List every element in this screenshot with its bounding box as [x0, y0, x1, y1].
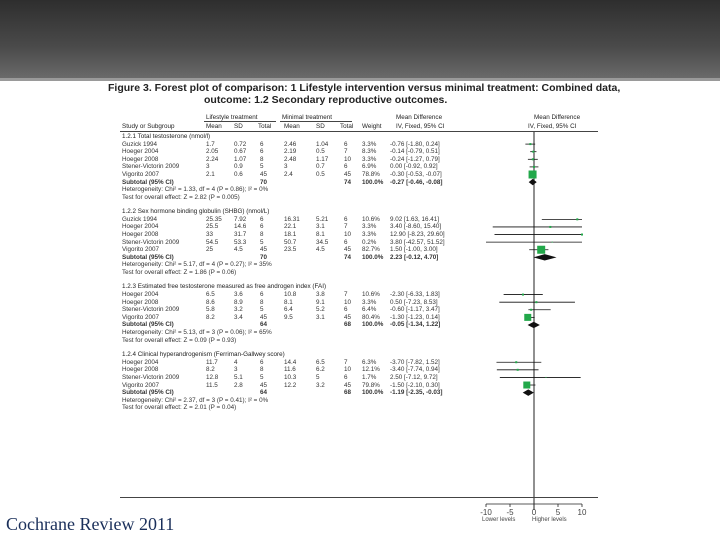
sd-lifestyle: 7.92	[234, 215, 247, 223]
total-minimal: 10	[344, 366, 352, 374]
total-minimal: 7	[344, 291, 348, 299]
total-minimal: 45	[344, 171, 352, 178]
total-lifestyle: 8	[260, 366, 264, 374]
mean-difference-ci: -3.70 [-7.82, 1.52]	[390, 358, 440, 366]
sd-lifestyle: 0.67	[234, 148, 247, 156]
weight: 3.3%	[362, 231, 377, 239]
subtotal-label: Subtotal (95% CI)	[122, 321, 174, 329]
mean-lifestyle: 8.2	[206, 313, 215, 321]
header-mean2: Mean	[284, 123, 300, 130]
mean-difference-ci: 1.50 [-1.00, 3.00]	[390, 246, 438, 254]
x-axis-tick-label: -10	[480, 508, 492, 517]
weight: 12.1%	[362, 366, 380, 374]
subtotal-weight: 100.0%	[362, 178, 384, 186]
header-rule-lifestyle	[204, 121, 276, 122]
overall-effect-test: Test for overall effect: Z = 0.09 (P = 0.93)	[122, 336, 237, 344]
study-point-estimate	[535, 301, 537, 303]
header-group-mean-diff-plot: Mean Difference	[534, 114, 581, 121]
study-name: Vigorito 2007	[122, 171, 159, 178]
total-lifestyle: 8	[260, 298, 264, 306]
sd-minimal: 34.5	[316, 238, 329, 246]
weight: 80.4%	[362, 313, 380, 321]
mean-minimal: 2.19	[284, 148, 297, 156]
study-point-estimate	[532, 158, 534, 160]
total-lifestyle: 45	[260, 171, 268, 178]
mean-lifestyle: 5.8	[206, 306, 215, 314]
weight: 1.7%	[362, 373, 377, 381]
mean-difference-ci: -2.30 [-6.33, 1.83]	[390, 291, 440, 299]
study-point-estimate	[529, 143, 531, 145]
header-rule-minimal	[280, 121, 352, 122]
total-minimal: 10	[344, 298, 352, 306]
sd-minimal: 4.5	[316, 246, 325, 254]
total-lifestyle: 6	[260, 291, 264, 299]
mean-minimal: 3	[284, 163, 288, 171]
weight: 82.7%	[362, 246, 380, 254]
study-point-estimate	[529, 171, 537, 179]
sd-minimal: 3.1	[316, 223, 325, 231]
sd-lifestyle: 3	[234, 366, 238, 374]
study-name: Vigorito 2007	[122, 381, 159, 389]
heterogeneity-stats: Heterogeneity: Chi² = 5.13, df = 3 (P = 0.06); I² = 65%	[122, 329, 272, 337]
subtotal-diamond	[523, 389, 534, 395]
mean-lifestyle: 11.7	[206, 358, 218, 366]
study-name: Hoeger 2008	[122, 298, 159, 306]
subtotal-total-minimal: 68	[344, 389, 352, 397]
sd-lifestyle: 31.7	[234, 231, 247, 239]
mean-lifestyle: 6.5	[206, 291, 215, 299]
subtotal-weight: 100.0%	[362, 321, 384, 329]
study-point-estimate	[522, 294, 524, 296]
mean-lifestyle: 12.8	[206, 373, 219, 381]
weight: 3.3%	[362, 155, 377, 163]
overall-effect-test: Test for overall effect: Z = 2.82 (P = 0.005)	[122, 193, 240, 201]
sd-lifestyle: 4.5	[234, 246, 243, 254]
mean-difference-ci: -1.50 [-2.10, 0.30]	[390, 381, 440, 389]
x-axis-tick-label: 0	[531, 508, 537, 517]
sd-lifestyle: 3.4	[234, 313, 243, 321]
header-sd2: SD	[316, 123, 325, 130]
sd-minimal: 9.1	[316, 298, 325, 306]
study-point-estimate	[552, 242, 553, 243]
subtotal-diamond	[533, 254, 556, 260]
slide-caption: Cochrane Review 2011	[6, 514, 175, 534]
mean-minimal: 23.5	[284, 246, 297, 254]
header-bottom-rule	[120, 131, 598, 132]
header-group-lifestyle: Lifestyle treatment	[206, 114, 258, 121]
study-name: Stener-Victorin 2009	[122, 163, 180, 171]
weight: 3.3%	[362, 140, 377, 148]
study-point-estimate	[576, 218, 578, 220]
sd-lifestyle: 5.1	[234, 373, 243, 381]
mean-difference-ci: 3.40 [-8.60, 15.40]	[390, 223, 442, 231]
total-minimal: 45	[344, 313, 352, 321]
weight: 10.6%	[362, 291, 380, 299]
mean-minimal: 2.46	[284, 140, 297, 148]
mean-lifestyle: 8.2	[206, 366, 215, 374]
total-lifestyle: 6	[260, 140, 264, 148]
table-bottom-rule	[120, 497, 598, 498]
mean-lifestyle: 25.5	[206, 223, 219, 231]
total-lifestyle: 5	[260, 373, 264, 381]
overall-effect-test: Test for overall effect: Z = 2.01 (P = 0.04)	[122, 404, 237, 412]
favours-right-label: Higher levels	[532, 517, 567, 523]
sd-minimal: 1.17	[316, 155, 329, 163]
weight: 0.2%	[362, 238, 377, 246]
total-minimal: 6	[344, 373, 348, 381]
total-lifestyle: 8	[260, 231, 264, 239]
header-total1: Total	[258, 123, 272, 130]
study-point-estimate	[524, 314, 531, 321]
total-lifestyle: 6	[260, 215, 264, 223]
mean-difference-ci: 3.80 [-42.57, 51.52]	[390, 238, 445, 246]
sd-minimal: 5	[316, 373, 320, 381]
total-minimal: 7	[344, 148, 348, 156]
study-name: Hoeger 2004	[122, 291, 159, 299]
study-name: Hoeger 2004	[122, 223, 159, 231]
total-minimal: 6	[344, 163, 348, 171]
sd-lifestyle: 53.3	[234, 238, 247, 246]
total-lifestyle: 45	[260, 381, 268, 389]
mean-lifestyle: 2.24	[206, 155, 219, 163]
mean-difference-ci: -0.76 [-1.80, 0.24]	[390, 140, 440, 148]
header-plot-ci: IV, Fixed, 95% CI	[528, 123, 577, 130]
sd-lifestyle: 14.6	[234, 223, 247, 231]
mean-minimal: 12.2	[284, 381, 297, 389]
mean-minimal: 2.4	[284, 171, 293, 178]
total-lifestyle: 5	[260, 238, 264, 246]
study-name: Stener-Victorin 2009	[122, 373, 180, 381]
study-point-estimate	[546, 377, 547, 378]
weight: 79.8%	[362, 381, 380, 389]
total-lifestyle: 5	[260, 163, 264, 171]
total-minimal: 6	[344, 215, 348, 223]
total-minimal: 6	[344, 140, 348, 148]
x-axis-tick-label: -5	[506, 508, 514, 517]
section-title: 1.2.1 Total testosterone (nmol/l)	[122, 133, 211, 140]
mean-difference-ci: 0.00 [-0.92, 0.92]	[390, 163, 438, 171]
mean-difference-ci: -3.40 [-7.74, 0.94]	[390, 366, 440, 374]
x-axis-tick-label: 5	[555, 508, 561, 517]
study-name: Hoeger 2008	[122, 155, 159, 163]
sd-minimal: 3.1	[316, 313, 325, 321]
subtotal-total-minimal: 74	[344, 253, 352, 261]
weight: 3.3%	[362, 298, 377, 306]
sd-minimal: 6.5	[316, 358, 325, 366]
weight: 78.8%	[362, 171, 380, 178]
sd-lifestyle: 0.72	[234, 140, 247, 148]
study-point-estimate	[532, 151, 534, 153]
weight: 6.3%	[362, 358, 377, 366]
study-name: Hoeger 2008	[122, 231, 159, 239]
mean-lifestyle: 3	[206, 163, 210, 171]
study-name: Guzick 1994	[122, 140, 158, 148]
subtotal-label: Subtotal (95% CI)	[122, 178, 174, 186]
mean-minimal: 6.4	[284, 306, 293, 314]
sd-lifestyle: 8.9	[234, 298, 243, 306]
weight: 3.3%	[362, 223, 377, 231]
mean-difference-ci: 2.50 [-7.12, 9.72]	[390, 373, 438, 381]
total-minimal: 7	[344, 223, 348, 231]
mean-difference-ci: -0.30 [-0.53, -0.07]	[390, 171, 442, 178]
subtotal-ci: -0.27 [-0.46, -0.08]	[390, 178, 443, 186]
header-ci: IV, Fixed, 95% CI	[396, 123, 445, 130]
header-mean1: Mean	[206, 123, 222, 130]
mean-difference-ci: 0.50 [-7.23, 8.53]	[390, 298, 438, 306]
subtotal-total-minimal: 74	[344, 178, 352, 186]
sd-lifestyle: 0.9	[234, 163, 243, 171]
mean-lifestyle: 1.7	[206, 140, 215, 148]
subtotal-ci: -0.05 [-1.34, 1.22]	[390, 321, 441, 329]
mean-lifestyle: 8.6	[206, 298, 215, 306]
mean-minimal: 10.3	[284, 373, 297, 381]
sd-lifestyle: 0.6	[234, 171, 243, 178]
weight: 6.4%	[362, 306, 377, 314]
subtotal-total-lifestyle: 64	[260, 389, 268, 397]
mean-minimal: 16.31	[284, 215, 300, 223]
figure-title-line2: outcome: 1.2 Secondary reproductive outcomes.	[204, 94, 448, 106]
total-minimal: 10	[344, 231, 352, 239]
sd-minimal: 0.5	[316, 171, 325, 178]
section-title: 1.2.3 Estimated free testosterone measured as free androgen index (FAI)	[122, 283, 327, 291]
header-study: Study or Subgroup	[122, 123, 175, 130]
study-point-estimate	[533, 166, 535, 168]
total-lifestyle: 6	[260, 148, 264, 156]
total-lifestyle: 45	[260, 313, 268, 321]
sd-minimal: 3.8	[316, 291, 325, 299]
mean-minimal: 14.4	[284, 358, 297, 366]
study-name: Guzick 1994	[122, 215, 158, 223]
top-banner	[0, 0, 720, 78]
mean-difference-ci: 9.02 [1.63, 16.41]	[390, 215, 440, 223]
header-sd1: SD	[234, 123, 243, 130]
mean-lifestyle: 2.1	[206, 171, 215, 178]
subtotal-total-minimal: 68	[344, 321, 352, 329]
subtotal-diamond	[529, 179, 537, 185]
mean-minimal: 2.48	[284, 155, 297, 163]
total-lifestyle: 6	[260, 223, 264, 231]
heterogeneity-stats: Heterogeneity: Chi² = 1.33, df = 4 (P = 0.86); I² = 0%	[122, 186, 269, 194]
study-name: Stener-Victorin 2009	[122, 306, 180, 314]
subtotal-label: Subtotal (95% CI)	[122, 389, 174, 397]
study-name: Stener-Victorin 2009	[122, 238, 180, 246]
study-name: Hoeger 2004	[122, 148, 159, 156]
total-lifestyle: 5	[260, 306, 264, 314]
sd-minimal: 6.2	[316, 366, 325, 374]
study-point-estimate	[581, 234, 583, 236]
subtotal-total-lifestyle: 70	[260, 253, 268, 261]
mean-lifestyle: 25.35	[206, 215, 222, 223]
study-point-estimate	[523, 382, 530, 389]
subtotal-ci: -1.19 [-2.35, -0.03]	[390, 389, 443, 397]
header-group-mean-diff: Mean Difference	[396, 114, 443, 121]
subtotal-total-lifestyle: 64	[260, 321, 268, 329]
study-point-estimate	[549, 226, 551, 228]
heterogeneity-stats: Heterogeneity: Chi² = 5.17, df = 4 (P = 0.27); I² = 35%	[122, 261, 272, 269]
x-axis-tick-label: 10	[577, 508, 587, 517]
figure-title-line1: Figure 3. Forest plot of comparison: 1 Lifestyle intervention versus minimal treatment: Combined data,	[108, 82, 621, 94]
sd-minimal: 0.5	[316, 148, 325, 156]
mean-difference-ci: 12.90 [-8.23, 29.60]	[390, 231, 445, 239]
section-title: 1.2.2 Sex hormone binding globulin (SHBG) (nmol/L)	[122, 208, 270, 216]
sd-minimal: 3.2	[316, 381, 325, 389]
section-title: 1.2.4 Clinical hyperandrogenism (Ferriman-Gallwey score)	[122, 351, 285, 359]
sd-minimal: 5.21	[316, 215, 329, 223]
sd-lifestyle: 3.6	[234, 291, 243, 299]
total-lifestyle: 8	[260, 155, 264, 163]
overall-effect-test: Test for overall effect: Z = 1.86 (P = 0.06)	[122, 269, 237, 277]
forest-plot-graphic	[478, 128, 598, 510]
total-minimal: 7	[344, 358, 348, 366]
sd-lifestyle: 1.07	[234, 155, 247, 163]
mean-minimal: 18.1	[284, 231, 297, 239]
study-point-estimate	[517, 369, 519, 371]
mean-minimal: 9.5	[284, 313, 293, 321]
subtotal-label: Subtotal (95% CI)	[122, 253, 174, 261]
total-minimal: 10	[344, 155, 352, 163]
header-group-minimal: Minimal treatment	[282, 114, 333, 121]
mean-lifestyle: 33	[206, 231, 214, 239]
sd-minimal: 1.04	[316, 140, 329, 148]
mean-minimal: 8.1	[284, 298, 293, 306]
mean-lifestyle: 2.05	[206, 148, 219, 156]
study-name: Vigorito 2007	[122, 246, 159, 254]
figure-title	[108, 82, 622, 106]
mean-lifestyle: 11.5	[206, 381, 218, 389]
header-total2: Total	[340, 123, 354, 130]
sd-lifestyle: 4	[234, 358, 238, 366]
subtotal-ci: 2.23 [-0.12, 4.70]	[390, 253, 439, 261]
sd-minimal: 8.1	[316, 231, 325, 239]
study-point-estimate	[515, 361, 517, 363]
total-lifestyle: 45	[260, 246, 268, 254]
mean-minimal: 10.8	[284, 291, 297, 299]
banner-divider	[0, 78, 720, 81]
study-point-estimate	[537, 246, 545, 254]
sd-lifestyle: 3.2	[234, 306, 243, 314]
mean-minimal: 11.6	[284, 366, 296, 374]
mean-minimal: 50.7	[284, 238, 297, 246]
mean-difference-ci: -0.14 [-0.79, 0.51]	[390, 148, 440, 156]
study-point-estimate	[530, 309, 532, 311]
sd-minimal: 5.2	[316, 306, 325, 314]
sd-minimal: 0.7	[316, 163, 325, 171]
subtotal-diamond	[528, 322, 540, 328]
heterogeneity-stats: Heterogeneity: Chi² = 2.37, df = 3 (P = 0.41); I² = 0%	[122, 396, 269, 404]
weight: 6.9%	[362, 163, 377, 171]
mean-lifestyle: 25	[206, 246, 214, 254]
subtotal-weight: 100.0%	[362, 389, 384, 397]
header-weight: Weight	[362, 123, 382, 130]
mean-lifestyle: 54.5	[206, 238, 219, 246]
weight: 8.3%	[362, 148, 377, 156]
favours-left-label: Lower levels	[482, 517, 516, 523]
study-name: Hoeger 2004	[122, 358, 159, 366]
mean-difference-ci: -0.24 [-1.27, 0.79]	[390, 155, 440, 163]
study-name: Vigorito 2007	[122, 313, 159, 321]
total-minimal: 45	[344, 381, 352, 389]
weight: 10.6%	[362, 215, 380, 223]
total-minimal: 45	[344, 246, 352, 254]
total-lifestyle: 6	[260, 358, 264, 366]
total-minimal: 6	[344, 238, 348, 246]
study-name: Hoeger 2008	[122, 366, 159, 374]
subtotal-total-lifestyle: 70	[260, 178, 268, 186]
sd-lifestyle: 2.8	[234, 381, 243, 389]
mean-difference-ci: -1.30 [-1.23, 0.14]	[390, 313, 440, 321]
mean-minimal: 22.1	[284, 223, 297, 231]
mean-difference-ci: -0.60 [-1.17, 3.47]	[390, 306, 440, 314]
total-minimal: 6	[344, 306, 348, 314]
subtotal-weight: 100.0%	[362, 253, 384, 261]
